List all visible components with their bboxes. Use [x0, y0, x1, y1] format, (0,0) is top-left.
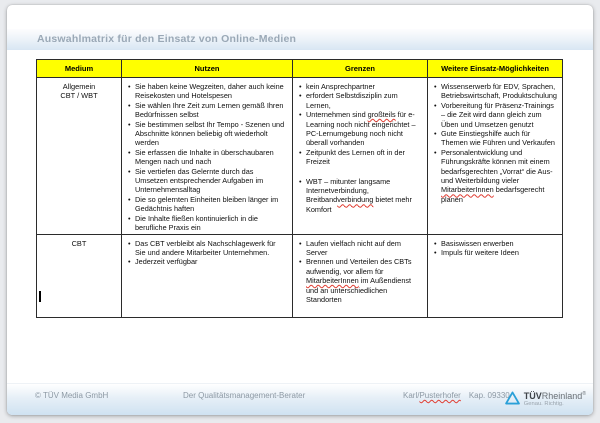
column-header-weitere: Weitere Einsatz-Möglichkeiten [428, 60, 563, 78]
nutzen-cell [122, 234, 293, 317]
media-matrix-table [36, 59, 563, 318]
table-row [37, 234, 563, 317]
footer-chapter: Kap. 09330 [468, 391, 510, 400]
medium-label: Allgemein [62, 82, 96, 91]
bullet-item: • Impuls für weitere Ideen [441, 248, 558, 257]
bullet-item: • Vorbereitung für Präsenz-Trainings – die Zeit wird dann gleich zum Üben und Umsetzen genutzt [441, 101, 558, 129]
bullet-item: • Basiswissen erwerben [441, 239, 558, 248]
tuv-triangle-icon [505, 391, 520, 405]
bullet-item: • Die so gelernten Einheiten bleiben länger im Gedächtnis haften [135, 195, 288, 214]
document-page [7, 5, 593, 415]
bullet-item: • Wissenserwerb für EDV, Sprachen, Betriebswirtschaft, Produktschulung [441, 82, 558, 101]
tuv-logo-tagline: Genau. Richtig. [523, 401, 564, 407]
footer-copyright: © TÜV Media GmbH [35, 391, 109, 400]
tuv-logo-brand: TÜVRheinland® [523, 391, 586, 401]
column-header-nutzen: Nutzen [122, 60, 293, 78]
bullet-item: • Brennen und Verteilen des CBTs aufwendig, vor allem für MitarbeiterInnen im Außendienst und an unterschiedlichen Standorten [306, 257, 423, 304]
footer-publication-title: Der Qualitätsmanagement-Berater [183, 391, 306, 400]
bullet-item: • Sie bestimmen selbst Ihr Tempo - Szenen und Abschnitte können beliebig oft wiederholt werden [135, 120, 288, 148]
grenzen-cell [293, 234, 428, 317]
table-body [37, 78, 563, 318]
bullet-item: • Zeitpunkt des Lernen oft in der Freizeit [306, 148, 423, 167]
page-title: Auswahlmatrix für den Einsatz von Online-Medien [37, 33, 297, 45]
page-header-band [7, 29, 593, 50]
medium-cell [37, 234, 122, 317]
medium-cell [37, 78, 122, 235]
bullet-item: • Personalentwicklung und Führungskräfte können mit einem bedarfsgerechten „Vorrat“ die Aus- und Weiterbildung vieler MitarbeiterInnen bedarfsgerecht planen [441, 148, 558, 204]
bullet-item: • Sie vertiefen das Gelernte durch das Umsetzen entsprechender Aufgaben im Unternehmensalltag [135, 167, 288, 195]
tuv-logo-text [524, 389, 586, 408]
footer-author-prefix: Karl/ [403, 391, 420, 400]
column-header-medium: Medium [37, 60, 122, 78]
medium-label: CBT [71, 238, 87, 248]
bullet-item: • Laufen vielfach nicht auf dem Server [306, 239, 423, 258]
weitere-cell [428, 234, 563, 317]
text-cursor[interactable] [39, 291, 41, 302]
medium-label: CBT / WBT [60, 91, 98, 101]
bullet-item: • Sie haben keine Wegzeiten, daher auch keine Reisekosten und Hotelspesen [135, 82, 288, 101]
column-header-grenzen: Grenzen [293, 60, 428, 78]
bullet-item: • kein Ansprechpartner [306, 82, 423, 91]
grenzen-cell [293, 78, 428, 235]
bullet-item: • Gute Einstiegshilfe auch für Themen wie Führen und Verkaufen [441, 129, 558, 148]
footer-author [403, 391, 510, 400]
table-header-row [37, 60, 563, 78]
bullet-item: • Das CBT verbleibt als Nachschlagewerk für Sie und andere Mitarbeiter Unternehmen. [135, 239, 288, 258]
page-footer-band [7, 383, 593, 415]
bullet-item: • Sie erfassen die Inhalte in überschaubaren Mengen nach und nach [135, 148, 288, 167]
bullet-item: • WBT – mitunter langsame Internetverbindung, Breitbandverbindung bietet mehr Komfort [306, 177, 423, 215]
bullet-item: • Die Inhalte fließen kontinuierlich in die berufliche Praxis ein [135, 214, 288, 233]
bullet-item: • Jederzeit verfügbar [135, 257, 288, 266]
bullet-item: • Unternehmen sind großteils für e-Learning noch nicht eingerichtet – PC-Lernumgebung noch nicht überall vorhanden [306, 110, 423, 148]
bullet-item: • erfordert Selbstdisziplin zum Lernen, [306, 91, 423, 110]
table-row [37, 78, 563, 235]
footer-author-name: Pusterhofer [419, 391, 461, 400]
tuv-rheinland-logo [505, 389, 586, 408]
nutzen-cell [122, 78, 293, 235]
weitere-cell [428, 78, 563, 235]
bullet-item: • Sie wählen Ihre Zeit zum Lernen gemäß Ihren Bedürfnissen selbst [135, 101, 288, 120]
